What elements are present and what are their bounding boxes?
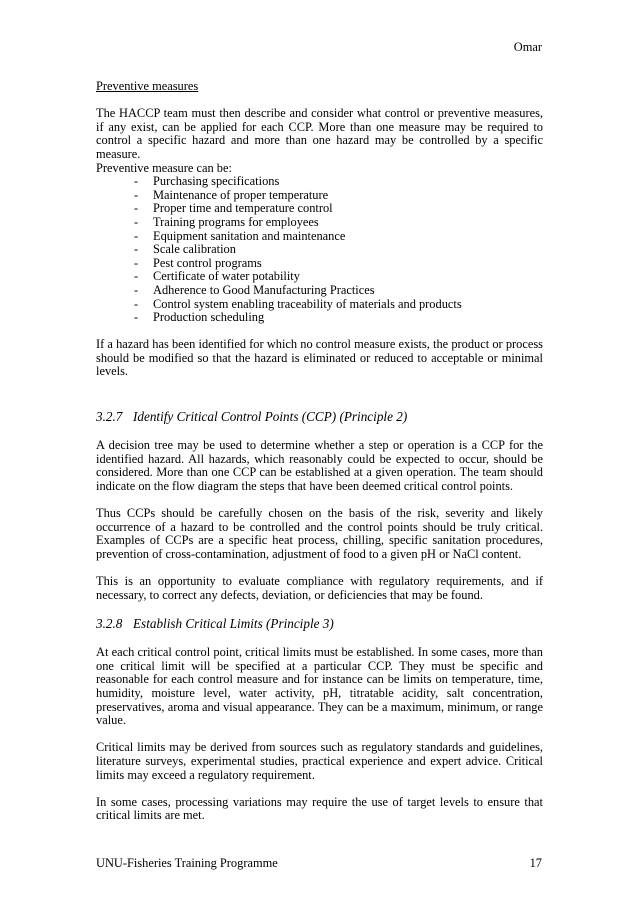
section-title-preventive-measures: Preventive measures <box>96 79 199 93</box>
paragraph-no-control-measure: If a hazard has been identified for which no control measure exists, the product or process should be modified so that the hazard is eliminated or reduced to acceptable or minimal levels. <box>96 337 543 379</box>
paragraph-limit-sources: Critical limits may be derived from sources such as regulatory standards and guidelines, literature surveys, experimental studies, practical experience and expert advice. Critical limits may exceed a regulatory requirement. <box>96 740 543 782</box>
paragraph-preventive-intro: Preventive measure can be: <box>96 160 232 175</box>
list-item: - Purchasing specifications <box>134 174 280 189</box>
list-item: - Production scheduling <box>134 310 265 325</box>
list-item: - Maintenance of proper temperature <box>134 187 329 202</box>
paragraph-ccp-choice: Thus CCPs should be carefully chosen on the basis of the risk, severity and likely occurrence of a hazard to be controlled and the control points should be truly critical. Examples of CCPs are a specific heat process, chilling, specific sanitation procedures, prevention of cross-contamination, adjustment of food to a given pH or NaCl content. <box>96 506 543 561</box>
list-item: - Equipment sanitation and maintenance <box>134 228 346 243</box>
list-item: - Certificate of water potability <box>134 269 300 284</box>
list-item: - Scale calibration <box>134 242 236 257</box>
paragraph-compliance: This is an opportunity to evaluate compliance with regulatory requirements, and if necessary, to correct any defects, deviation, or deficiencies that may be found. <box>96 574 543 602</box>
list-item: - Control system enabling traceability of materials and products <box>134 296 462 311</box>
list-item: - Training programs for employees <box>134 214 319 229</box>
document-body <box>96 80 543 823</box>
preventive-measures-list <box>96 175 543 325</box>
header-author: Omar <box>513 40 542 54</box>
paragraph-haccp-team: The HACCP team must then describe and consider what control or preventive measures, if any exist, can be applied for each CCP. More than one measure may be required to control a specific hazard and more than one hazard may be controlled by a specific measure. <box>96 106 543 161</box>
footer-programme: UNU-Fisheries Training Programme <box>96 856 278 870</box>
list-item: - Adherence to Good Manufacturing Practices <box>134 282 375 297</box>
paragraph-target-levels: In some cases, processing variations may require the use of target levels to ensure that critical limits are met. <box>96 794 543 823</box>
heading-3-2-7: 3.2.7 Identify Critical Control Points (CCP) (Principle 2) <box>96 409 408 425</box>
list-item: - Pest control programs <box>134 255 262 270</box>
heading-3-2-8: 3.2.8 Establish Critical Limits (Principle 3) <box>96 616 334 632</box>
paragraph-decision-tree: A decision tree may be used to determine whether a step or operation is a CCP for the identified hazard. All hazards, which reasonably could be expected to occur, should be considered. More than one CCP can be established at a given operation. The team should indicate on the flow diagram the steps that have been deemed critical control points. <box>96 438 543 493</box>
list-item: - Proper time and temperature control <box>134 201 333 216</box>
page-number: 17 <box>529 856 542 870</box>
paragraph-critical-limits: At each critical control point, critical limits must be established. In some cases, more than one critical limit will be specified at a particular CCP. They must be specific and reasonable for each control measure and for instance can be limits on temperature, time, humidity, moisture level, water activity, pH, titratable acidity, salt concentration, preservatives, aroma and visual appearance. They can be a maximum, minimum, or range value. <box>96 645 543 728</box>
